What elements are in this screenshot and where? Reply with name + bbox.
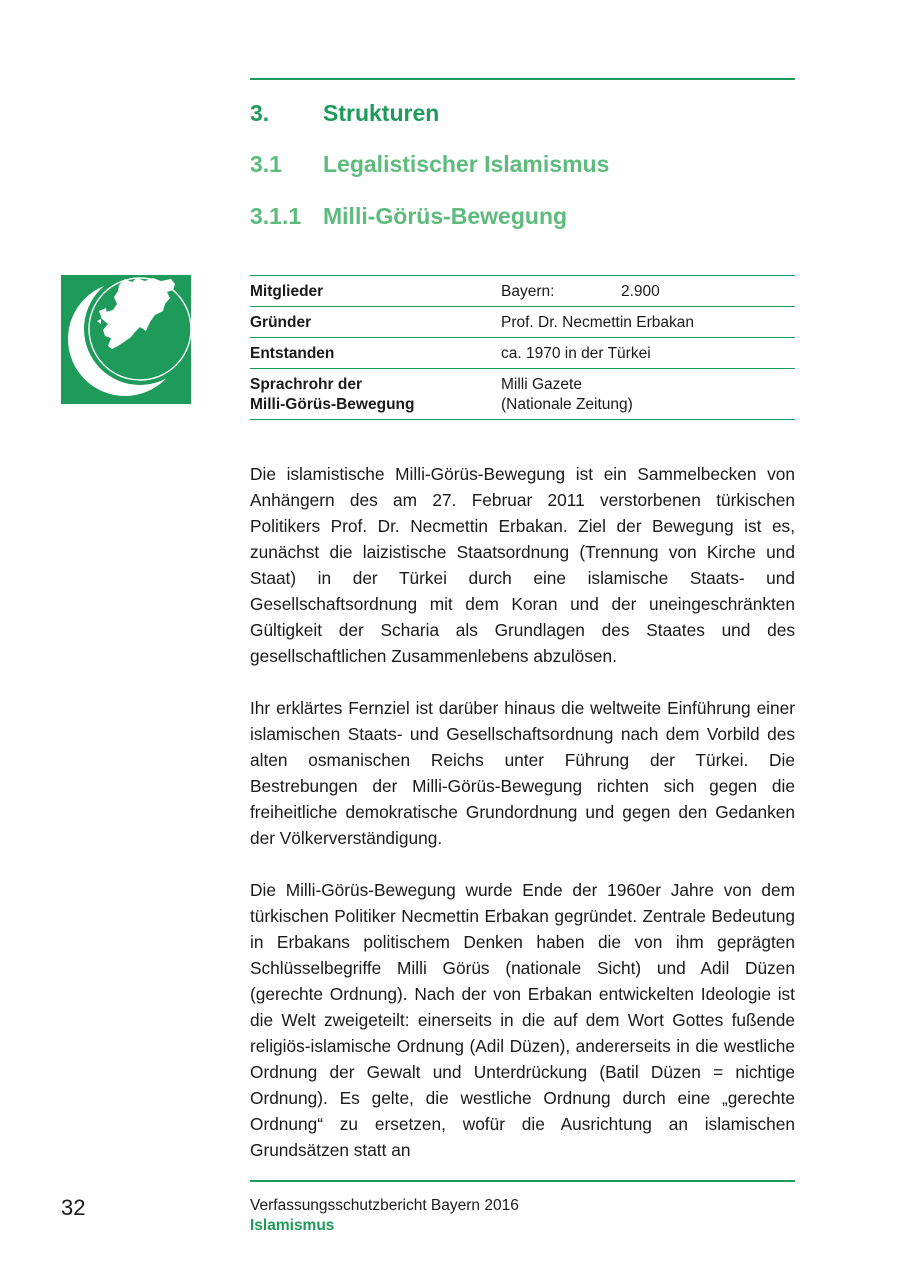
mouthpiece-label bbox=[250, 369, 501, 420]
top-rule bbox=[250, 78, 795, 80]
footer bbox=[250, 1196, 519, 1236]
paragraph-3: Die Milli-Görüs-Bewegung wurde Ende der 1960er Jahre von dem türkischen Politiker Necmettin Erbakan gegründet. Zentrale Bedeutung in Erbakans politischem Denken haben die von ihm geprägten Schlüsselbegriffe Milli Görüs (nationale Sicht) und Adil Düzen (gerechte Ordnung). Nach der von Erbakan entwickelten Ideologie ist die Welt zweigeteilt: einerseits in die auf dem Wort Gottes fußende religiös-islamische Ordnung (Adil Düzen), andererseits in die westliche Ordnung der Gewalt und Unterdrückung (Batil Düzen = nichtige Ordnung). Es gelte, die westliche Ordnung durch eine „gerechte Ordnung“ zu ersetzen, wofür die Ausrichtung an islamischen Grundsätzen statt an bbox=[250, 880, 795, 1160]
mouthpiece-value bbox=[501, 369, 795, 420]
footer-section: Islamismus bbox=[250, 1217, 335, 1234]
heading-1-text: Strukturen bbox=[323, 100, 440, 126]
members-value-cell bbox=[501, 276, 795, 307]
heading-2-number: 3.1 bbox=[250, 151, 282, 177]
heading-level-3 bbox=[250, 203, 567, 230]
crescent-europe-map-icon bbox=[61, 275, 191, 404]
page-number: 32 bbox=[61, 1195, 86, 1220]
founder-value: Prof. Dr. Necmettin Erbakan bbox=[501, 307, 795, 338]
paragraph-1: Die islamistische Milli-Görüs-Bewegung ist ein Sammelbecken von Anhängern des am 27. Februar 2011 verstorbenen türkischen Politikers Prof. Dr. Necmettin Erbakan. Ziel der Bewegung ist es, zunächst die laizistische Staatsordnung (Trennung von Kirche und Staat) in der Türkei durch eine islamische Staats- und Gesellschaftsordnung mit dem Koran und der uneingeschränkten Gültigkeit der Scharia als Grundlagen des Staates und des gesellschaftlichen Zusammenlebens abzulösen. bbox=[250, 464, 795, 666]
members-region: Bayern: bbox=[501, 283, 555, 300]
heading-level-1 bbox=[250, 100, 439, 127]
table-row bbox=[250, 369, 795, 420]
paragraph-2: Ihr erklärtes Fernziel ist darüber hinaus die weltweite Einführung einer islamischen Staats- und Gesellschaftsordnung nach dem Vorbild des alten osmanischen Reichs unter Führung der Türkei. Die Bestrebungen der Milli-Görüs-Bewegung richten sich gegen die freiheitliche demokratische Grundordnung und gegen den Gedanken der Völkerverständigung. bbox=[250, 698, 795, 848]
heading-level-2 bbox=[250, 151, 609, 178]
founded-label: Entstanden bbox=[250, 338, 501, 369]
footer-rule bbox=[250, 1180, 795, 1182]
table-row bbox=[250, 338, 795, 369]
heading-3-text: Milli-Görüs-Bewegung bbox=[323, 203, 568, 229]
mouthpiece-value-line-1: Milli Gazete bbox=[501, 376, 582, 393]
founder-label: Gründer bbox=[250, 307, 501, 338]
heading-2-text: Legalistischer Islamismus bbox=[323, 151, 610, 177]
members-label: Mitglieder bbox=[250, 276, 501, 307]
body-text bbox=[250, 461, 795, 1189]
founded-value: ca. 1970 in der Türkei bbox=[501, 338, 795, 369]
footer-publication: Verfassungsschutzbericht Bayern 2016 bbox=[250, 1197, 519, 1214]
mouthpiece-label-line-1: Sprachrohr der bbox=[250, 376, 362, 393]
mouthpiece-value-line-2: (Nationale Zeitung) bbox=[501, 396, 633, 413]
table-row bbox=[250, 307, 795, 338]
heading-3-number: 3.1.1 bbox=[250, 203, 302, 229]
facts-table bbox=[250, 275, 795, 420]
members-count: 2.900 bbox=[621, 283, 660, 300]
mouthpiece-label-line-2: Milli-Görüs-Bewegung bbox=[250, 396, 415, 413]
table-row bbox=[250, 276, 795, 307]
heading-1-number: 3. bbox=[250, 100, 270, 126]
